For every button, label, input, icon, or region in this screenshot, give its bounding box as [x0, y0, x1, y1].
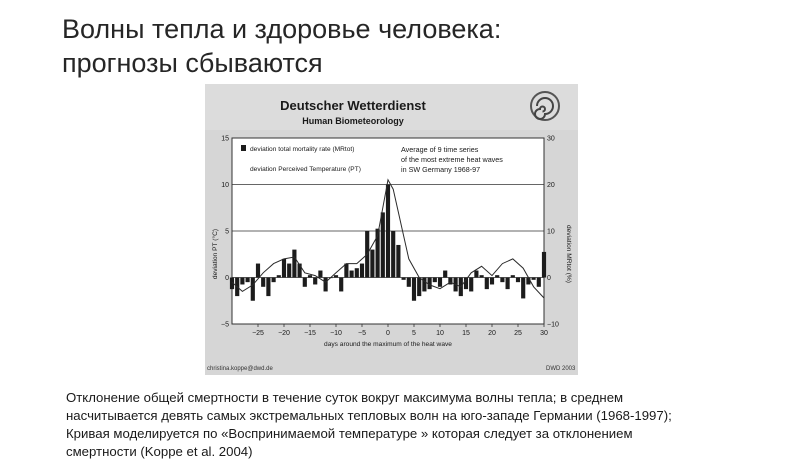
- mortality-bar: [350, 271, 354, 278]
- mortality-bar: [240, 278, 244, 285]
- figure-header-subtitle: Human Biometeorology: [302, 116, 404, 126]
- mortality-bar: [417, 278, 421, 297]
- caption-line-1: Отклонение общей смертности в течение суток вокруг максимума волны тепла; в среднем: [66, 390, 624, 405]
- mortality-bar: [272, 278, 276, 283]
- slide-title-line-1: Волны тепла и здоровье человека:: [62, 14, 502, 44]
- y-tick-label-left: 0: [225, 275, 229, 282]
- annotation-line-2: of the most extreme heat waves: [401, 155, 503, 164]
- x-tick-label: 5: [412, 330, 416, 337]
- mortality-bar: [542, 252, 546, 278]
- x-tick-label: 30: [540, 330, 548, 337]
- x-tick-label: 15: [462, 330, 470, 337]
- mortality-bar: [308, 275, 312, 277]
- mortality-bar: [521, 278, 525, 299]
- y-tick-label-right: 0: [547, 275, 551, 282]
- x-tick-label: −15: [304, 330, 316, 337]
- x-tick-label: 10: [436, 330, 444, 337]
- mortality-bar: [355, 268, 359, 277]
- mortality-bar: [495, 275, 499, 277]
- mortality-bar: [324, 278, 328, 292]
- x-tick-label: −10: [330, 330, 342, 337]
- mortality-bar: [313, 278, 317, 285]
- mortality-bar: [370, 250, 374, 278]
- x-tick-label: 25: [514, 330, 522, 337]
- mortality-bar: [256, 264, 260, 278]
- caption-line-2: насчитывается девять самых экстремальных тепловых волн на юго-западе Германии (1968-1997);: [66, 408, 672, 423]
- x-axis-label: days around the maximum of the heat wave: [324, 341, 452, 348]
- mortality-bar: [303, 278, 307, 287]
- y-axis-right-label: deviation MRtot (%): [565, 225, 572, 283]
- mortality-bar: [251, 278, 255, 301]
- mortality-bar: [386, 185, 390, 278]
- mortality-bar: [516, 278, 520, 283]
- mortality-bar: [339, 278, 343, 292]
- x-tick-label: −20: [278, 330, 290, 337]
- mortality-bar: [360, 264, 364, 278]
- annotation-line-3: in SW Germany 1968-97: [401, 165, 481, 174]
- mortality-bar: [443, 271, 447, 278]
- annotation-line-1: Average of 9 time series: [401, 145, 479, 154]
- slide-title-line-2: прогнозы сбываются: [62, 48, 323, 78]
- mortality-bar: [292, 250, 296, 278]
- mortality-bar: [469, 278, 473, 292]
- mortality-bar: [438, 278, 442, 287]
- mortality-bar: [474, 271, 478, 278]
- caption-line-3: Кривая моделируется по «Воспринимаемой температуре » которая следует за отклонением: [66, 426, 633, 441]
- mortality-bar: [511, 275, 515, 277]
- mortality-bar: [500, 278, 504, 283]
- mortality-bar: [318, 271, 322, 278]
- mortality-bar: [261, 278, 265, 287]
- figure-footer-right: DWD 2003: [546, 366, 576, 372]
- slide-caption: [66, 389, 766, 459]
- y-tick-label-right: 20: [547, 182, 555, 189]
- mortality-bar: [433, 278, 437, 283]
- mortality-bar: [402, 278, 406, 280]
- chart-svg: [205, 84, 578, 375]
- figure-header-title: Deutscher Wetterdienst: [280, 98, 426, 113]
- mortality-bar: [277, 275, 281, 277]
- mortality-bar: [334, 275, 338, 277]
- mortality-bar: [412, 278, 416, 301]
- mortality-bar: [480, 275, 484, 277]
- y-tick-label-right: 30: [547, 135, 555, 143]
- mortality-bar: [537, 278, 541, 287]
- mortality-bar: [344, 264, 348, 278]
- mortality-bar: [485, 278, 489, 290]
- slide-title: [62, 12, 762, 80]
- mortality-bar: [246, 278, 250, 283]
- caption-line-4: смертности (Koppe et al. 2004): [66, 444, 253, 459]
- mortality-bar: [506, 278, 510, 290]
- x-tick-label: −25: [252, 330, 264, 337]
- chart-figure: [205, 84, 578, 375]
- legend-bar-swatch: [241, 145, 246, 151]
- mortality-bar: [287, 264, 291, 278]
- mortality-bar: [282, 259, 286, 278]
- x-tick-label: −5: [358, 330, 366, 337]
- x-tick-label: 0: [386, 330, 390, 337]
- y-tick-label-right: −10: [547, 321, 559, 329]
- mortality-bar: [396, 245, 400, 278]
- y-tick-label-right: 10: [547, 228, 555, 236]
- y-axis-left-label: deviation PT (°C): [212, 228, 219, 280]
- legend-line-label: deviation Perceived Temperature (PT): [250, 166, 361, 173]
- x-tick-label: 20: [488, 330, 496, 337]
- mortality-bar: [532, 278, 536, 280]
- mortality-bar: [381, 212, 385, 277]
- y-tick-label-left: 10: [221, 182, 229, 189]
- mortality-bar: [266, 278, 270, 297]
- y-tick-label-left: 15: [221, 135, 229, 143]
- figure-footer-left: christina.koppe@dwd.de: [207, 366, 273, 372]
- legend-bar-label: deviation total mortality rate (MRtot): [250, 146, 355, 153]
- mortality-bar: [490, 278, 494, 285]
- mortality-bar: [391, 231, 395, 278]
- mortality-bar: [407, 278, 411, 287]
- y-tick-label-left: −5: [221, 321, 229, 329]
- y-tick-label-left: 5: [225, 228, 229, 236]
